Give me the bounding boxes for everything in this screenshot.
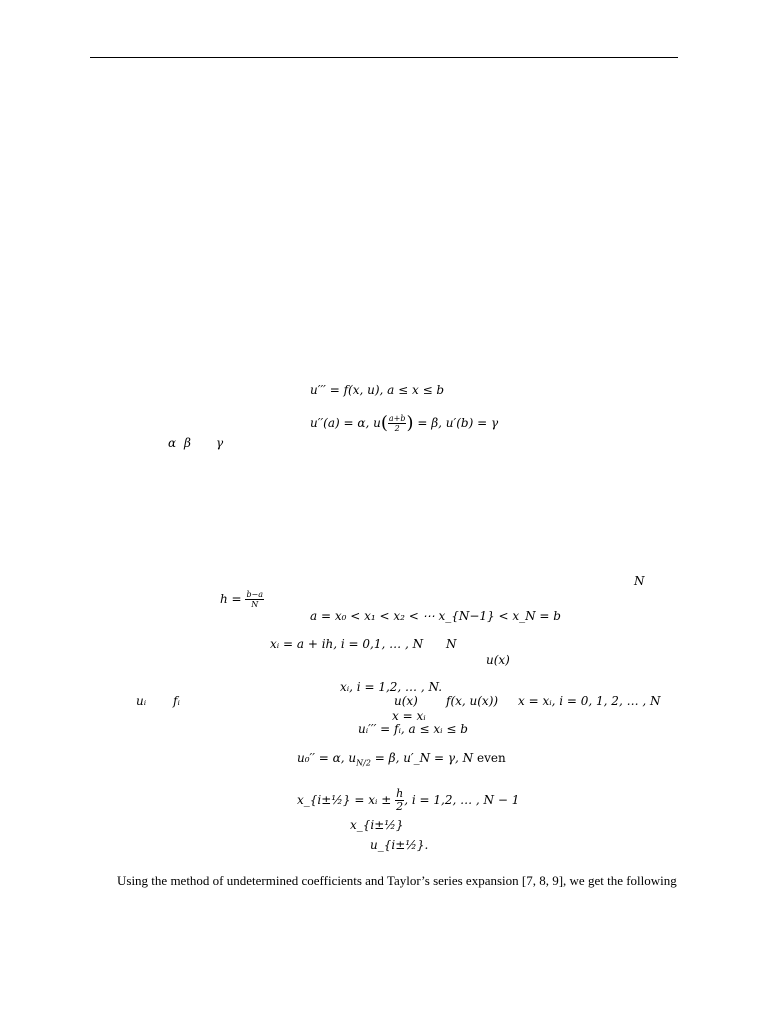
symbol-n-1: N: [634, 574, 645, 588]
grid-point-equation: xᵢ = a + ih, i = 0,1, … , N: [270, 637, 424, 651]
symbol-n-2: N: [446, 637, 457, 651]
symbol-f-i: fᵢ: [173, 694, 180, 708]
discrete-bc-even: even: [476, 751, 506, 765]
discrete-ode-equation: uᵢ′′′ = fᵢ, a ≤ xᵢ ≤ b: [358, 722, 468, 736]
discrete-bc-subscript: N/2: [356, 758, 371, 768]
half-point-equation: [297, 788, 519, 813]
symbol-beta: β: [184, 436, 191, 450]
discrete-bc-equation: [297, 751, 506, 768]
symbol-f-of-x-u: f(x, u(x)): [446, 694, 499, 708]
body-paragraph-line: Using the method of undetermined coefficients and Taylor’s series expansion [7, 8, 9], we get the following: [117, 873, 677, 888]
step-size-equation: [220, 590, 264, 609]
symbol-u-i: uᵢ: [136, 694, 147, 708]
header-rule: [90, 57, 678, 58]
symbol-alpha: α: [168, 436, 177, 450]
symbol-u-of-x: u(x): [486, 653, 510, 667]
half-point-rhs: , i = 1,2, … , N − 1: [404, 793, 520, 807]
half-point-numerator: h: [396, 787, 404, 800]
ode-equation: u′′′ = f(x, u), a ≤ x ≤ b: [310, 383, 445, 397]
symbol-u-half: u_{i±½}.: [370, 838, 429, 852]
half-point-denominator: 2: [396, 800, 404, 813]
bc-fraction: [388, 414, 407, 433]
step-size-fraction: [245, 590, 264, 609]
bc-fraction-denominator: 2: [394, 424, 400, 433]
discrete-bc-part-1: u₀′′ = α, u: [297, 751, 357, 765]
half-point-lhs: x_{i±½} = xᵢ ±: [297, 793, 392, 807]
discrete-bc-part-2: = β, u′_N = γ, N: [374, 751, 474, 765]
step-size-numerator: b−a: [246, 590, 264, 599]
bc-part-b: = β, u′(b) = γ: [417, 416, 499, 430]
step-size-denominator: N: [251, 600, 259, 609]
bc-fraction-numerator: a+b: [388, 414, 406, 423]
bc-part-a: u′′(a) = α, u: [310, 416, 381, 430]
symbol-x-half: x_{i±½}: [350, 818, 404, 832]
half-point-fraction: [395, 788, 404, 813]
boundary-conditions-equation: u′′(a) = α, u( $\frac{a+b}{2}$ ) = β, u′(b) = γ: [310, 412, 499, 434]
grid-equation: a = x₀ < x₁ < x₂ < ⋯ x_{N−1} < x_N = b: [310, 609, 561, 623]
symbol-u-of-x-2: u(x): [394, 694, 418, 708]
nodes-equation: x = xᵢ, i = 0, 1, 2, … , N: [518, 694, 661, 708]
step-size-lhs: h =: [220, 592, 242, 606]
grid-points-list: xᵢ, i = 1,2, … , N.: [340, 680, 443, 694]
symbol-gamma: γ: [216, 436, 224, 450]
node-equation: x = xᵢ: [392, 709, 426, 723]
